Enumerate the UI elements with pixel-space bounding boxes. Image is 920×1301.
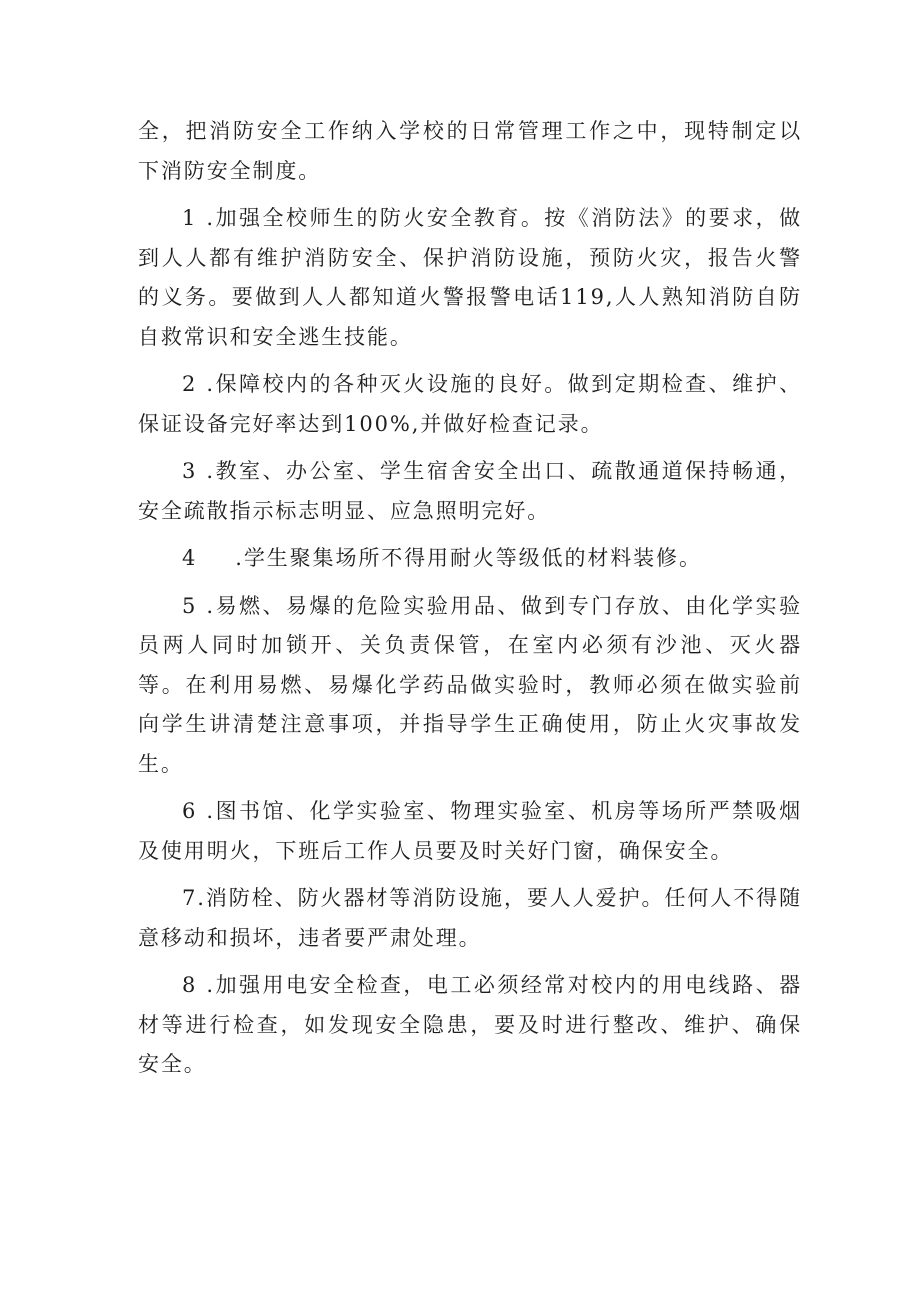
rule-text: .消防栓、防火器材等消防设施，要人人爱护。任何人不得随意移动和损坏，违者要严肃处理。	[138, 886, 802, 950]
rule-number: 6	[182, 799, 198, 823]
intro-paragraph: 全，把消防安全工作纳入学校的日常管理工作之中，现特制定以下消防安全制度。	[138, 119, 802, 183]
rule-number: 4	[182, 546, 198, 570]
rule-item-2	[138, 365, 802, 444]
rule-number: 2	[182, 372, 198, 396]
rule-text: .加强用电安全检查，电工必须经常对校内的用电线路、器材等进行检查，如发现安全隐患，要及时进行整改、维护、确保安全。	[138, 973, 802, 1076]
rule-text: .教室、办公室、学生宿舍安全出口、疏散通道保持畅通，安全疏散指示标志明显、应急照明完好。	[138, 459, 802, 523]
rule-number: 5	[182, 593, 198, 618]
document-body	[138, 112, 802, 1093]
rule-text: .图书馆、化学实验室、物理实验室、机房等场所严禁吸烟及使用明火，下班后工作人员要及时关好门窗，确保安全。	[138, 799, 802, 863]
rule-item-5	[138, 587, 802, 785]
rule-item-6	[138, 792, 802, 871]
rule-number: 3	[182, 459, 198, 483]
rule-text: .保障校内的各种灭火设施的良好。做到定期检查、维护、保证设备完好率达到100%,并做好检查记录。	[138, 372, 802, 436]
rule-text: .学生聚集场所不得用耐火等级低的材料装修。	[235, 546, 702, 570]
rule-item-1	[138, 199, 802, 357]
rule-number: 7	[182, 886, 198, 910]
rule-item-8	[138, 966, 802, 1085]
rule-item-4	[138, 539, 802, 579]
rule-item-3	[138, 452, 802, 531]
rule-text: .加强全校师生的防火安全教育。按《消防法》的要求，做到人人都有维护消防安全、保护消防设施，预防火灾，报告火警的义务。要做到人人都知道火警报警电话119,人人熟知消防自防自救常识和安全逃生技能。	[138, 206, 802, 349]
rule-number: 1	[182, 206, 198, 230]
rule-item-7	[138, 879, 802, 958]
rule-number: 8	[182, 973, 198, 997]
rule-text: .易燃、易爆的危险实验用品、做到专门存放、由化学实验员两人同时加锁开、关负责保管，在室内必须有沙池、灭火器等。在利用易燃、易爆化学药品做实验时，教师必须在做实验前向学生讲清楚注意事项，并指导学生正确使用，防止火灾事故发生。	[138, 593, 802, 776]
